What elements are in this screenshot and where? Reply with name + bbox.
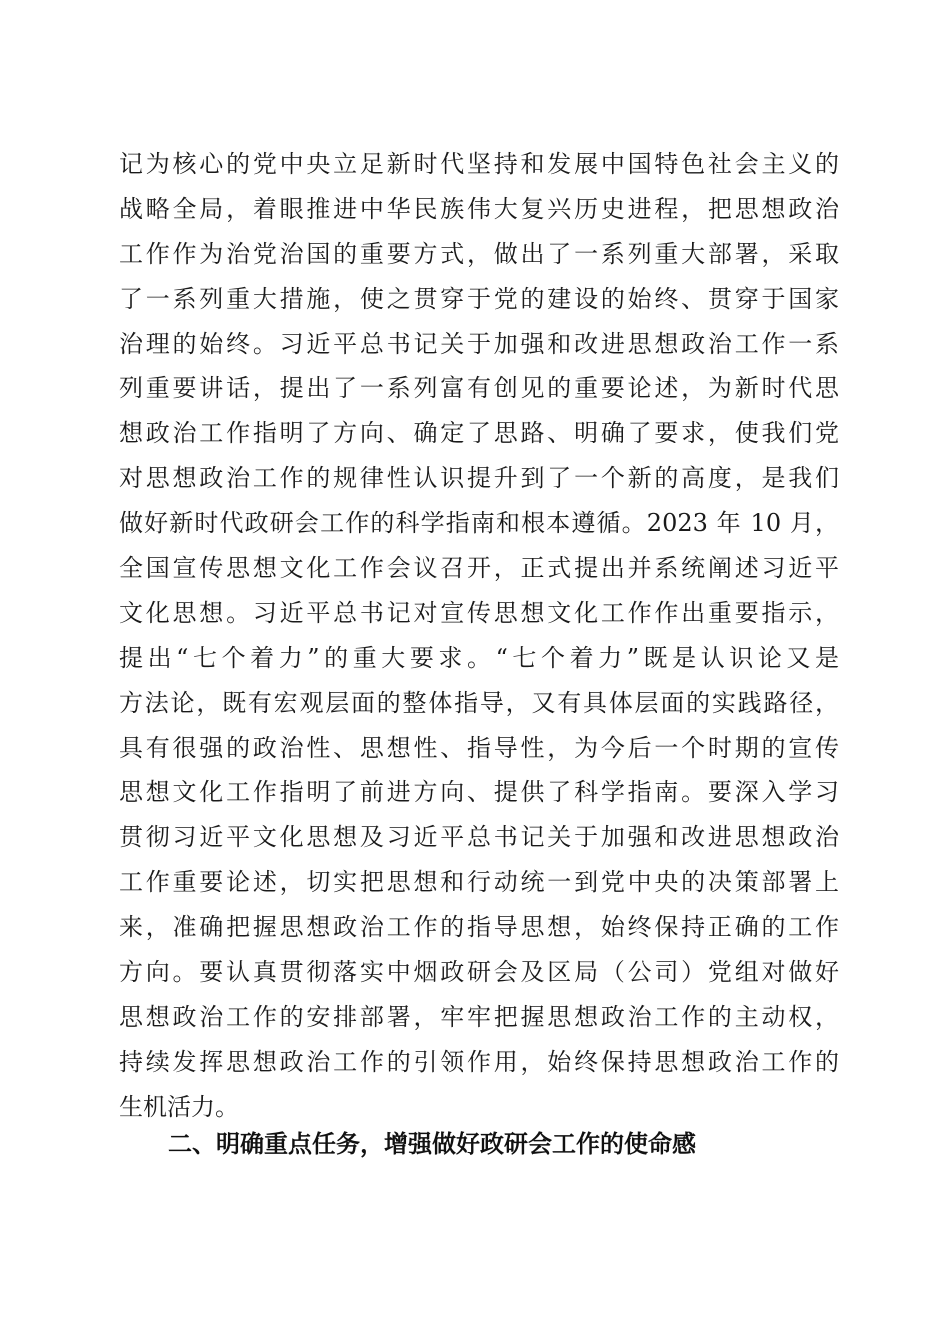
text-line: 持续发挥思想政治工作的引领作用，始终保持思想政治工作的: [119, 1047, 839, 1076]
body-paragraph: [119, 142, 839, 1130]
text-line: 做好新时代政研会工作的科学指南和根本遵循。2023 年 10 月，: [119, 509, 839, 538]
text-line: 战略全局，着眼推进中华民族伟大复兴历史进程，把思想政治: [119, 194, 839, 223]
text-line: 贯彻习近平文化思想及习近平总书记关于加强和改进思想政治: [119, 823, 839, 852]
text-line: 工作重要论述，切实把思想和行动统一到党中央的决策部署上: [119, 868, 839, 897]
text-line: 工作作为治党治国的重要方式，做出了一系列重大部署，采取: [119, 239, 839, 268]
text-line: 记为核心的党中央立足新时代坚持和发展中国特色社会主义的: [119, 150, 839, 178]
text-line: 治理的始终。习近平总书记关于加强和改进思想政治工作一系: [119, 329, 839, 358]
text-line: 列重要讲话，提出了一系列富有创见的重要论述，为新时代思: [119, 374, 839, 403]
text-line: 思想政治工作的安排部署，牢牢把握思想政治工作的主动权，: [119, 1002, 839, 1031]
text-line: 提出“七个着力”的重大要求。“七个着力”既是认识论又是: [119, 643, 839, 672]
text-line: 具有很强的政治性、思想性、指导性，为今后一个时期的宣传: [119, 733, 839, 762]
text-line: 生机活力。: [119, 1092, 239, 1121]
text-line: 思想文化工作指明了前进方向、提供了科学指南。要深入学习: [119, 778, 839, 807]
section-heading: 二、明确重点任务，增强做好政研会工作的使命感: [168, 1130, 696, 1158]
text-line: 想政治工作指明了方向、确定了思路、明确了要求，使我们党: [119, 419, 839, 448]
text-line: 来，准确把握思想政治工作的指导思想，始终保持正确的工作: [119, 913, 839, 942]
text-line: 文化思想。习近平总书记对宣传思想文化工作作出重要指示，: [119, 598, 839, 627]
text-line: 方向。要认真贯彻落实中烟政研会及区局（公司）党组对做好: [119, 958, 839, 987]
text-line: 对思想政治工作的规律性认识提升到了一个新的高度，是我们: [119, 464, 839, 493]
text-line: 方法论，既有宏观层面的整体指导，又有具体层面的实践路径，: [119, 688, 839, 717]
text-line: 全国宣传思想文化工作会议召开，正式提出并系统阐述习近平: [119, 554, 839, 583]
text-line: 了一系列重大措施，使之贯穿于党的建设的始终、贯穿于国家: [119, 284, 839, 313]
